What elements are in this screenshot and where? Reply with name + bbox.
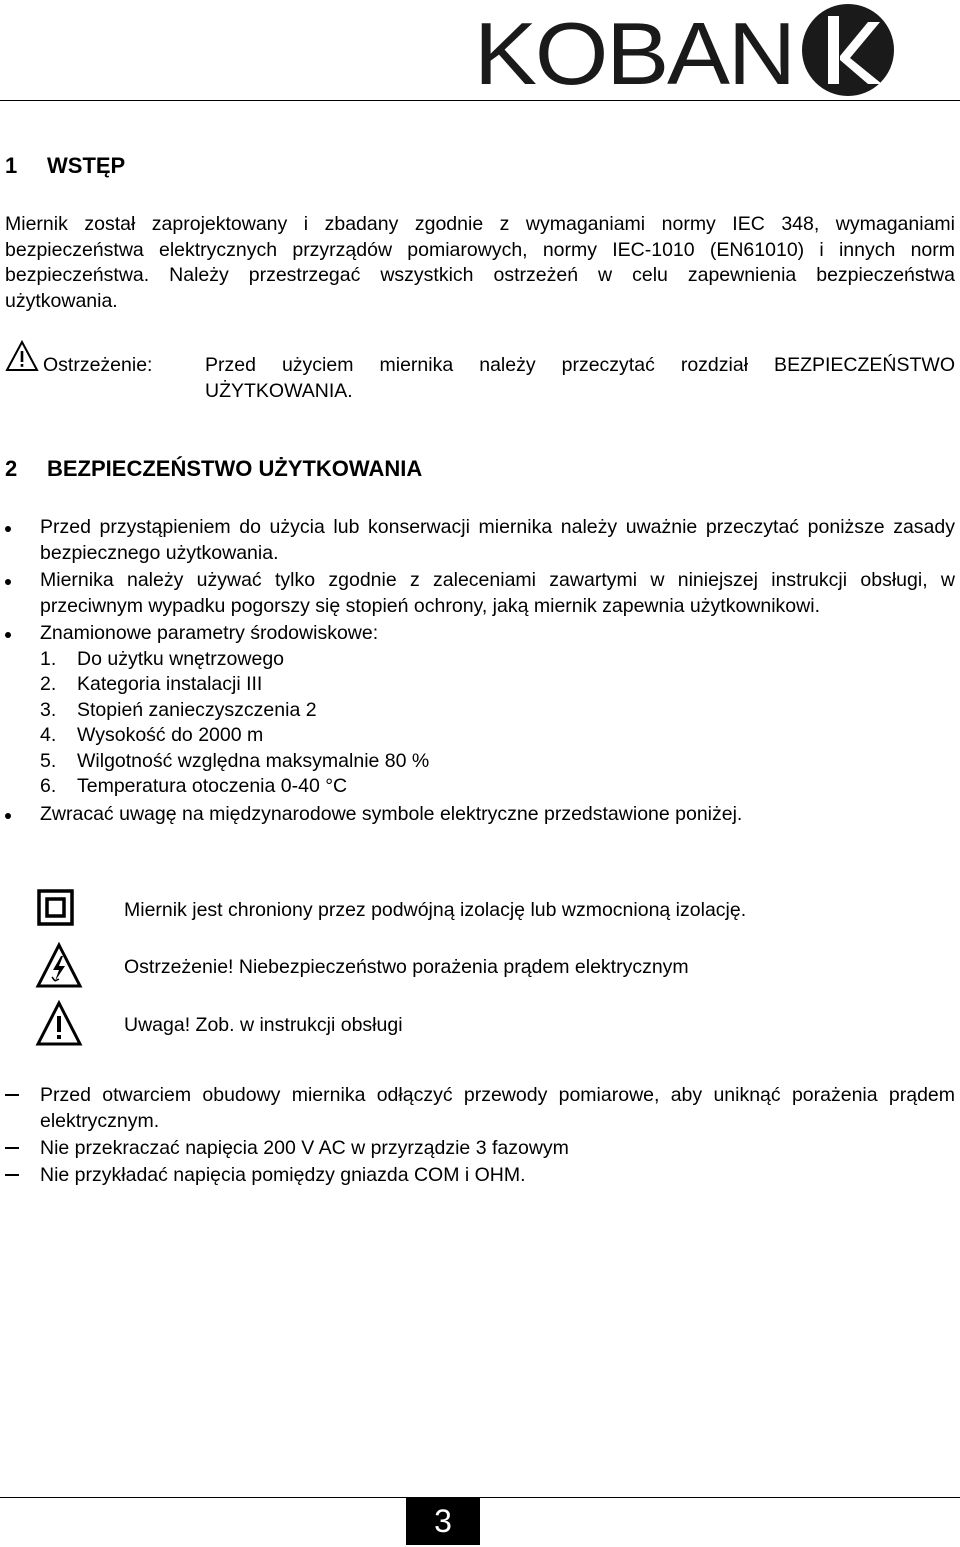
section-1-heading xyxy=(5,153,125,179)
list-item-text: Miernika należy używać tylko zgodnie z zaleceniami zawartymi w niniejszej instrukcji obsługi, w przeciwnym wypadku pogorszy się stopień ochrony, jaką miernik zapewnia użytkownikowi. xyxy=(40,569,955,617)
bullet-icon xyxy=(5,526,11,532)
env-param-item xyxy=(40,647,955,673)
list-item xyxy=(5,1162,955,1188)
item-text: Kategoria instalacji III xyxy=(77,673,263,695)
header-rule xyxy=(0,100,960,101)
env-param-item xyxy=(40,749,955,775)
item-number: 5. xyxy=(40,749,57,772)
item-text: Wysokość do 2000 m xyxy=(77,724,264,746)
item-number: 4. xyxy=(40,724,57,746)
item-text: Wilgotność względna maksymalnie 80 % xyxy=(77,749,430,772)
list-item xyxy=(5,515,955,566)
list-item-text: Zwracać uwagę na międzynarodowe symbole elektryczne przedstawione poniżej. xyxy=(40,802,743,825)
dash-marker-icon xyxy=(5,1147,19,1149)
safety-bullet-list xyxy=(5,515,955,827)
svg-text:KOBAN: KOBAN xyxy=(474,4,794,98)
list-item xyxy=(5,802,955,828)
bullet-icon xyxy=(5,813,11,819)
section-2-heading xyxy=(5,456,422,482)
warning-label: Ostrzeżenie: xyxy=(43,354,153,376)
item-number: 6. xyxy=(40,775,57,797)
section-title: WSTĘP xyxy=(47,153,126,178)
list-item-text: Znamionowe parametry środowiskowe: xyxy=(40,622,379,644)
section-title: BEZPIECZEŃSTWO UŻYTKOWANIA xyxy=(47,456,423,481)
list-item-text: Nie przykładać napięcia pomiędzy gniazda COM i OHM. xyxy=(40,1164,526,1186)
symbol-description: Uwaga! Zob. w instrukcji obsługi xyxy=(124,1014,403,1036)
symbol-description: Miernik jest chroniony przez podwójną izolację lub wzmocnioną izolację. xyxy=(124,899,747,921)
env-param-item xyxy=(40,774,955,800)
safety-dash-list xyxy=(5,1082,955,1189)
item-text: Stopień zanieczyszczenia 2 xyxy=(77,698,317,721)
item-text: Do użytku wnętrzowego xyxy=(77,647,285,670)
item-number: 3. xyxy=(40,698,57,721)
electric-shock-warning-icon xyxy=(35,942,83,990)
section-number: 2 xyxy=(5,456,18,481)
list-item xyxy=(5,1135,955,1161)
symbol-description: Ostrzeżenie! Niebezpieczeństwo porażenia prądem elektrycznym xyxy=(124,956,689,978)
warning-triangle-icon xyxy=(5,340,39,372)
list-item-text: Przed przystąpieniem do użycia lub konserwacji miernika należy uważnie przeczytać poniższe zasady bezpiecznego użytkowania. xyxy=(40,516,955,564)
warning-text: Przed użyciem miernika należy przeczytać rozdział BEZPIECZEŃSTWO UŻYTKOWANIA. xyxy=(205,354,955,402)
list-item xyxy=(5,568,955,619)
list-item xyxy=(5,1082,955,1134)
bullet-icon xyxy=(5,579,11,585)
bullet-icon xyxy=(5,632,11,638)
env-params-list xyxy=(40,647,955,800)
double-insulation-icon xyxy=(35,887,83,935)
item-number: 2. xyxy=(40,673,57,695)
section-number: 1 xyxy=(5,153,18,178)
caution-icon xyxy=(35,1000,83,1048)
list-item-text: Przed otwarciem obudowy miernika odłączyć przewody pomiarowe, aby uniknąć porażenia prądem elektrycznym. xyxy=(40,1084,955,1132)
list-item xyxy=(5,621,955,800)
page-number: 3 xyxy=(406,1498,480,1545)
env-param-item xyxy=(40,698,955,724)
footer-rule xyxy=(0,1497,960,1498)
list-item-text: Nie przekraczać napięcia 200 V AC w przyrządzie 3 fazowym xyxy=(40,1137,569,1159)
koban-logo xyxy=(472,4,902,98)
intro-paragraph: Miernik został zaprojektowany i zbadany zgodnie z wymaganiami normy IEC 348, wymaganiami bezpieczeństwa elektrycznych przyrządów pomiarowych, normy IEC-1010 (EN61010) i innych norm bezpieczeństwa. Należy przestrzegać wszystkich ostrzeżeń w celu zapewnienia bezpieczeństwa użytkowania. xyxy=(5,213,955,312)
env-param-item xyxy=(40,672,955,698)
item-number: 1. xyxy=(40,647,57,670)
env-param-item xyxy=(40,723,955,749)
item-text: Temperatura otoczenia 0-40 °C xyxy=(77,775,348,797)
dash-marker-icon xyxy=(5,1094,19,1096)
dash-marker-icon xyxy=(5,1174,19,1176)
